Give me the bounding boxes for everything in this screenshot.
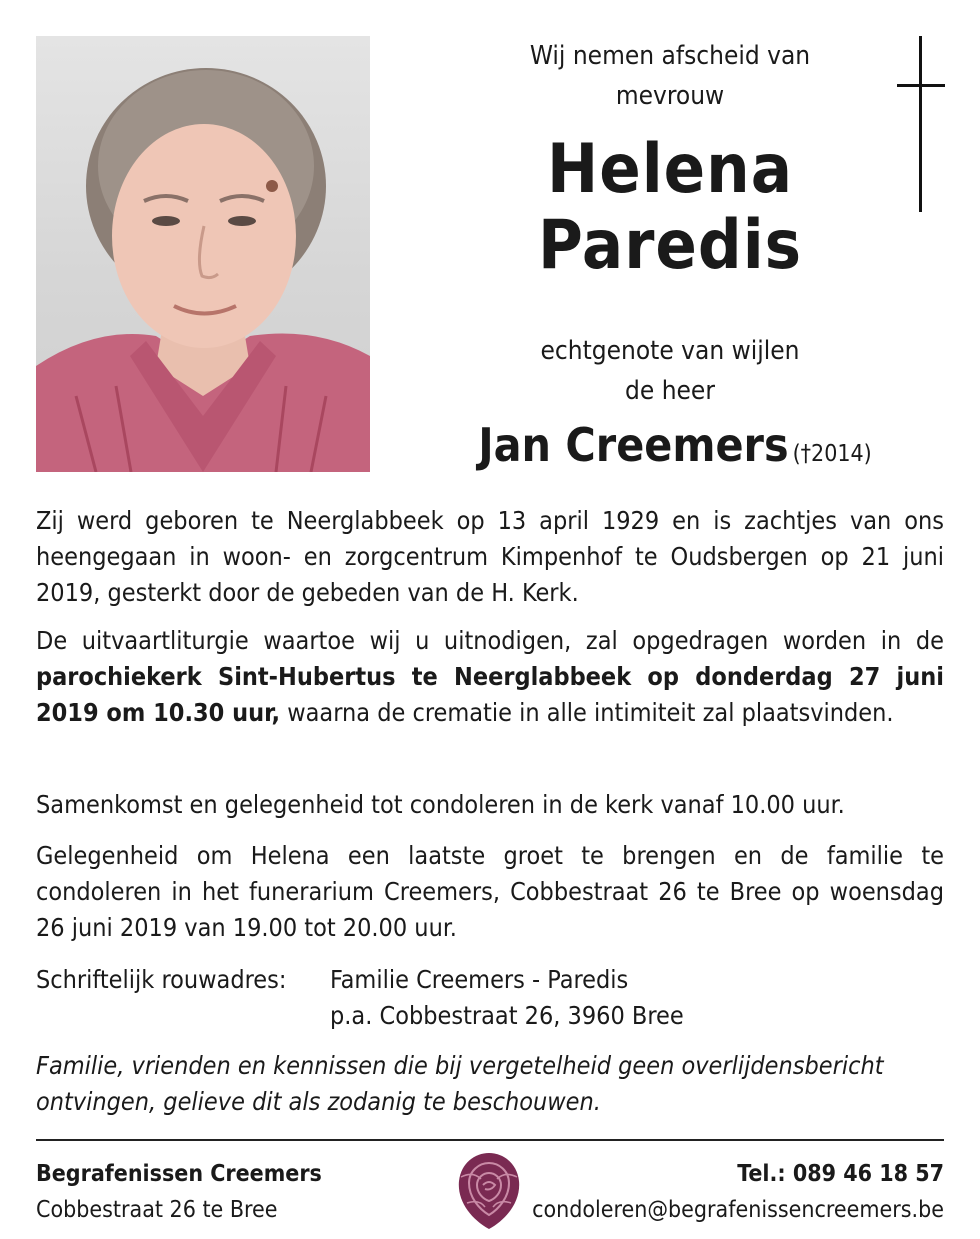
condolence-church-paragraph: Samenkomst en gelegenheid tot condoleren in de kerk vanaf 10.00 uur. — [36, 790, 845, 819]
funeral-home-info — [36, 1156, 322, 1228]
funerarium-paragraph: Gelegenheid om Helena een laatste groet te brengen en de familie te condoleren in het funerarium Creemers, Cobbestraat 26 te Bree op woensdag 26 juni 2019 van 19.00 tot 20.00 uur. — [36, 841, 944, 942]
spouse-name: Jan Creemers — [478, 418, 789, 472]
contact-info — [532, 1156, 944, 1228]
funeral-text-post: waarna de crematie in alle intimiteit zal plaatsvinden. — [280, 698, 894, 727]
notice-note: Familie, vrienden en kennissen die bij vergetelheid geen overlijdensbericht ontvingen, gelieve dit als zodanig te beschouwen. — [36, 1051, 884, 1116]
spouse-intro-line-2: de heer — [625, 376, 715, 406]
funeral-location: parochiekerk Sint-Hubertus te Neerglabbeek op donderdag 27 juni 2019 om 10.30 uur, — [36, 662, 944, 727]
portrait-photo — [36, 36, 370, 472]
address-line-2: p.a. Cobbestraat 26, 3960 Bree — [330, 1001, 684, 1030]
email-address[interactable]: condoleren@begrafenissencreemers.be — [532, 1197, 944, 1223]
funeral-paragraph — [36, 623, 944, 731]
birth-death-paragraph: Zij werd geboren te Neerglabbeek op 13 april 1929 en is zachtjes van ons heengegaan in woon- en zorgcentrum Kimpenhof te Oudsbergen op 21 juni 2019, gesterkt door de gebeden van de H. Kerk. — [36, 506, 944, 607]
footer-divider — [36, 1139, 944, 1141]
spouse-intro-line-1: echtgenote van wijlen — [540, 336, 800, 366]
address-label: Schriftelijk rouwadres: — [36, 965, 287, 994]
portrait-illustration — [36, 36, 370, 472]
intro-line-1: Wij nemen afscheid van — [529, 41, 811, 71]
spouse-intro — [400, 331, 940, 411]
last-name: Paredis — [537, 206, 803, 285]
phone-number: Tel.: 089 46 18 57 — [737, 1161, 944, 1187]
funeral-home-name: Begrafenissen Creemers — [36, 1161, 322, 1187]
first-name: Helena — [547, 130, 793, 209]
rose-logo-icon — [453, 1149, 525, 1233]
deceased-name — [400, 132, 940, 284]
funeral-text-pre: De uitvaartliturgie waartoe wij u uitnodigen, zal opgedragen worden in de — [36, 626, 944, 655]
intro-line-2: mevrouw — [615, 81, 725, 111]
spouse — [440, 418, 910, 472]
spouse-died: (†2014) — [792, 441, 872, 467]
address-line-1: Familie Creemers - Paredis — [330, 965, 629, 994]
intro-text — [400, 36, 940, 116]
funeral-home-address: Cobbestraat 26 te Bree — [36, 1197, 278, 1223]
